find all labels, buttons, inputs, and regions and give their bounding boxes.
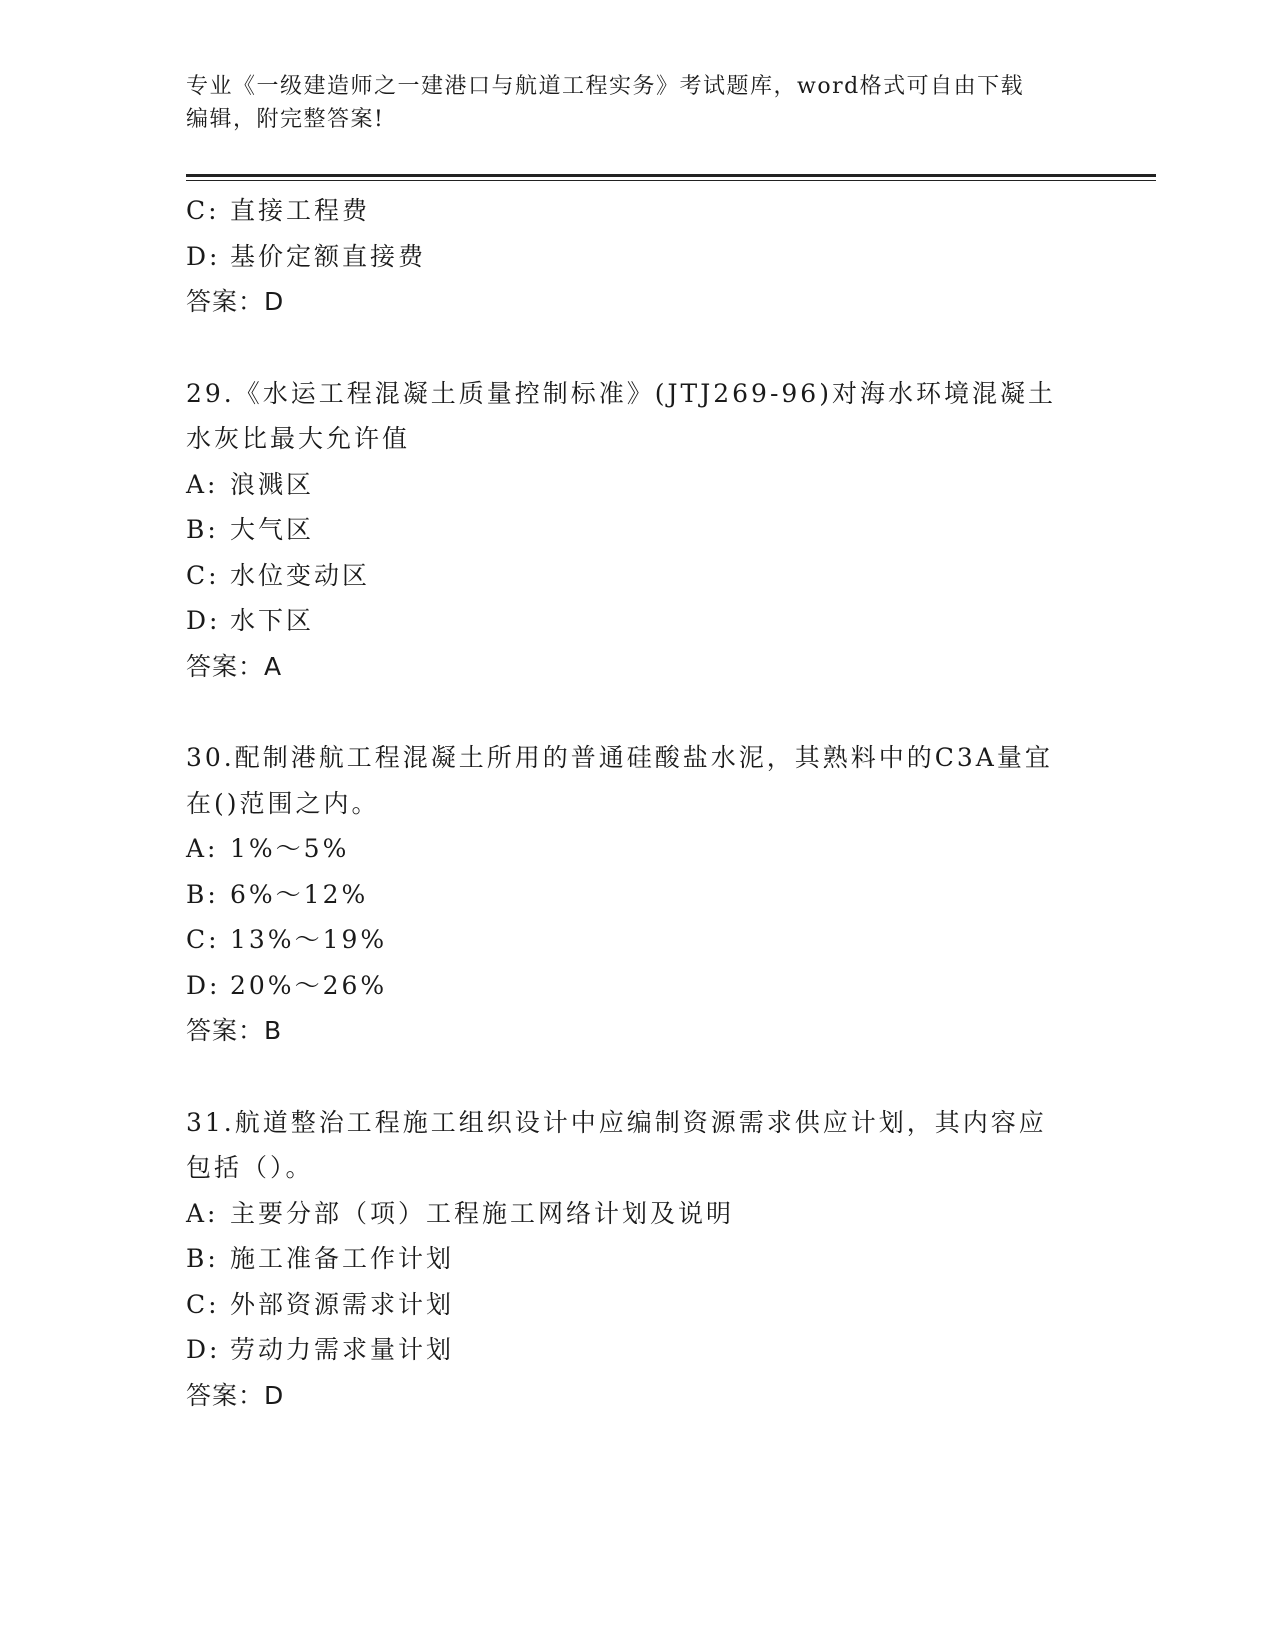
option-text: 水位变动区 <box>230 560 371 590</box>
option-text: 基价定额直接费 <box>230 241 427 271</box>
option-text: 直接工程费 <box>230 196 371 225</box>
question-text-line-2: 包括（）。 <box>186 1153 314 1182</box>
option-key: B: <box>186 879 219 909</box>
question-text-line-2: 在()范围之内。 <box>186 788 380 818</box>
option-a <box>186 1191 1086 1237</box>
option-text: 大气区 <box>230 515 315 544</box>
header-rule-thin <box>186 180 1156 181</box>
question-28-continued <box>186 188 1086 325</box>
option-key: A: <box>186 1198 219 1228</box>
question-text-line-1: 29.《水运工程混凝土质量控制标准》(JTJ269-96)对海水环境混凝土 <box>186 378 1056 408</box>
option-text: 水下区 <box>230 606 315 635</box>
option-text: 浪溅区 <box>230 469 315 499</box>
option-d <box>186 1327 1086 1373</box>
option-text: 1%～5% <box>230 834 350 863</box>
answer-line: 答案：D <box>186 287 285 316</box>
option-key: D: <box>186 606 221 635</box>
option-text: 施工准备工作计划 <box>230 1244 455 1273</box>
spacer <box>186 689 1086 735</box>
question-text-line-1: 30.配制港航工程混凝土所用的普通硅酸盐水泥，其熟料中的C3A量宜 <box>186 743 1053 772</box>
option-text: 劳动力需求量计划 <box>230 1335 455 1364</box>
page-header <box>186 70 1066 136</box>
option-c <box>186 1282 1086 1328</box>
header-line-2: 编辑，附完整答案! <box>186 107 385 132</box>
answer-line: 答案：D <box>186 1380 285 1410</box>
option-key: C: <box>186 196 220 225</box>
option-text: 13%～19% <box>230 925 388 954</box>
answer-line: 答案：A <box>186 651 283 681</box>
answer-line: 答案：B <box>186 1016 283 1045</box>
option-key: C: <box>186 560 220 590</box>
option-key: D: <box>186 1335 221 1364</box>
option-key: D: <box>186 970 221 1000</box>
option-text: 主要分部（项）工程施工网络计划及说明 <box>230 1198 735 1228</box>
option-key: C: <box>186 925 220 954</box>
option-c <box>186 917 1086 963</box>
question-30 <box>186 735 1086 1054</box>
option-key: B: <box>186 1244 219 1273</box>
option-d <box>186 234 1086 280</box>
question-text-line-2: 水灰比最大允许值 <box>186 424 411 453</box>
header-rule-thick <box>186 174 1156 177</box>
spacer <box>186 1054 1086 1100</box>
option-b <box>186 872 1086 918</box>
question-text-line-1: 31.航道整治工程施工组织设计中应编制资源需求供应计划，其内容应 <box>186 1107 1047 1137</box>
option-d <box>186 963 1086 1009</box>
option-c <box>186 188 1086 234</box>
option-text: 6%～12% <box>230 879 369 909</box>
option-key: C: <box>186 1289 220 1319</box>
option-a <box>186 826 1086 872</box>
question-list <box>186 188 1086 1418</box>
question-31 <box>186 1100 1086 1419</box>
spacer <box>186 325 1086 371</box>
option-key: B: <box>186 515 219 544</box>
option-key: A: <box>186 834 219 863</box>
option-key: D: <box>186 241 221 271</box>
option-a <box>186 462 1086 508</box>
question-29 <box>186 371 1086 690</box>
option-b <box>186 507 1086 553</box>
option-key: A: <box>186 469 219 499</box>
header-line-1: 专业《一级建造师之一建港口与航道工程实务》考试题库，word格式可自由下载 <box>186 74 1025 99</box>
option-c <box>186 553 1086 599</box>
option-text: 20%～26% <box>230 970 388 1000</box>
option-text: 外部资源需求计划 <box>230 1289 455 1319</box>
option-b <box>186 1236 1086 1282</box>
option-d <box>186 598 1086 644</box>
